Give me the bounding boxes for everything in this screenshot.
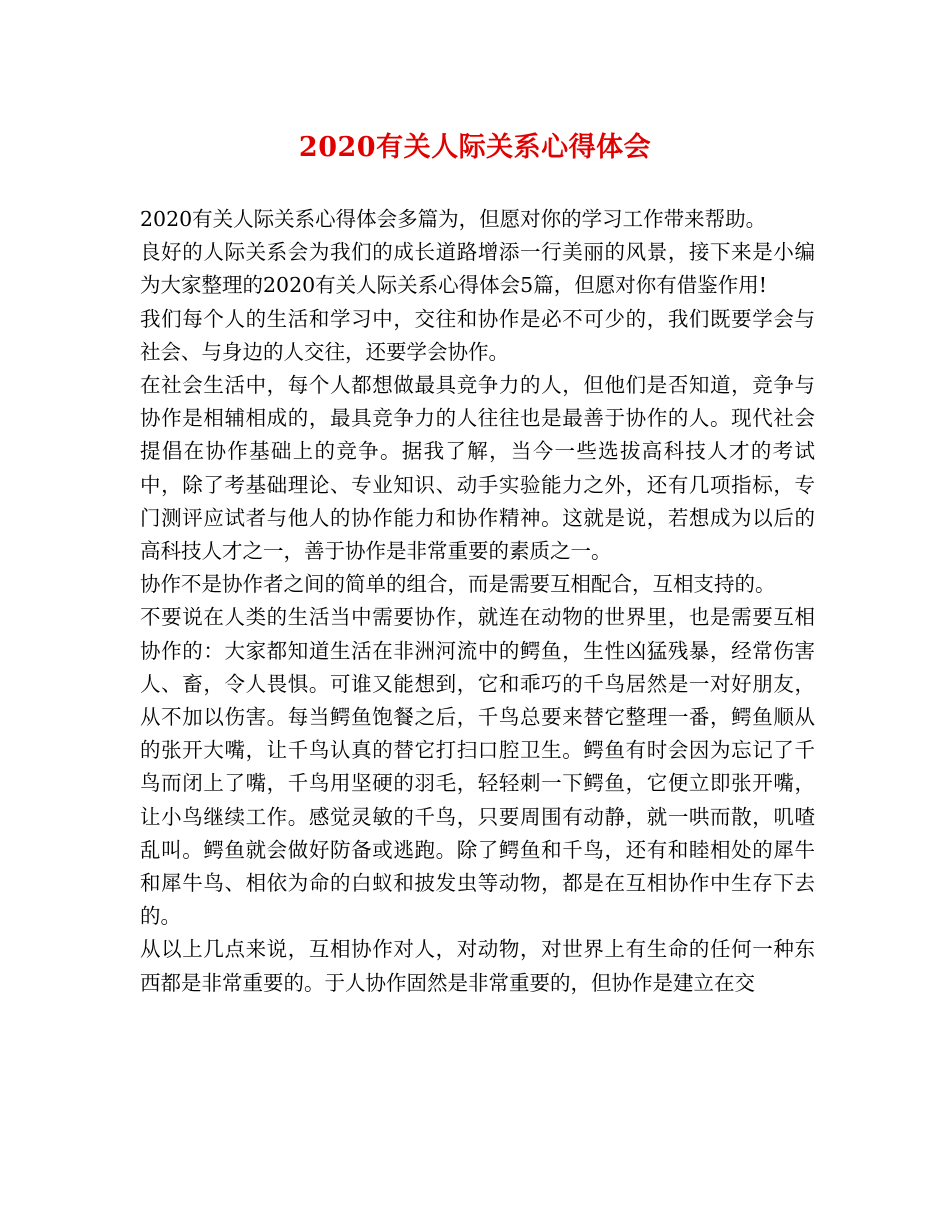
document-title: 2020有关人际关系心得体会 bbox=[298, 132, 652, 163]
document-body bbox=[140, 203, 815, 1000]
paragraph: 我们每个人的生活和学习中，交往和协作是必不可少的，我们既要学会与社会、与身边的人交往，还要学会协作。 bbox=[140, 306, 815, 364]
paragraph: 从以上几点来说，互相协作对人，对动物，对世界上有生命的任何一种东西都是非常重要的。于人协作固然是非常重要的，但协作是建立在交 bbox=[140, 937, 815, 995]
paragraph: 不要说在人类的生活当中需要协作，就连在动物的世界里，也是需要互相协作的：大家都知道生活在非洲河流中的鳄鱼，生性凶猛残暴，经常伤害人、畜，令人畏惧。可谁又能想到，它和乖巧的千鸟居然是一对好朋友，从不加以伤害。每当鳄鱼饱餐之后，千鸟总要来替它整理一番，鳄鱼顺从的张开大嘴，让千鸟认真的替它打扫口腔卫生。鳄鱼有时会因为忘记了千鸟而闭上了嘴，千鸟用坚硬的羽毛，轻轻刺一下鳄鱼，它便立即张开嘴，让小鸟继续工作。感觉灵敏的千鸟，只要周围有动静，就一哄而散，叽喳乱叫。鳄鱼就会做好防备或逃跑。除了鳄鱼和千鸟，还有和睦相处的犀牛和犀牛鸟、相依为命的白蚁和披发虫等动物，都是在互相协作中生存下去的。 bbox=[140, 605, 815, 929]
paragraph: 良好的人际关系会为我们的成长道路增添一行美丽的风景，接下来是小编为大家整理的2020有关人际关系心得体会5篇，但愿对你有借鉴作用! bbox=[140, 240, 815, 298]
paragraph: 2020有关人际关系心得体会多篇为，但愿对你的学习工作带来帮助。 bbox=[140, 207, 767, 231]
paragraph: 在社会生活中，每个人都想做最具竞争力的人，但他们是否知道，竞争与协作是相辅相成的，最具竞争力的人往往也是最善于协作的人。现代社会提倡在协作基础上的竞争。据我了解，当今一些选拔高科技人才的考试中，除了考基础理论、专业知识、动手实验能力之外，还有几项指标，专门测评应试者与他人的协作能力和协作精神。这就是说，若想成为以后的高科技人才之一，善于协作是非常重要的素质之一。 bbox=[140, 373, 815, 564]
paragraph: 协作不是协作者之间的简单的组合，而是需要互相配合，互相支持的。 bbox=[140, 572, 776, 597]
